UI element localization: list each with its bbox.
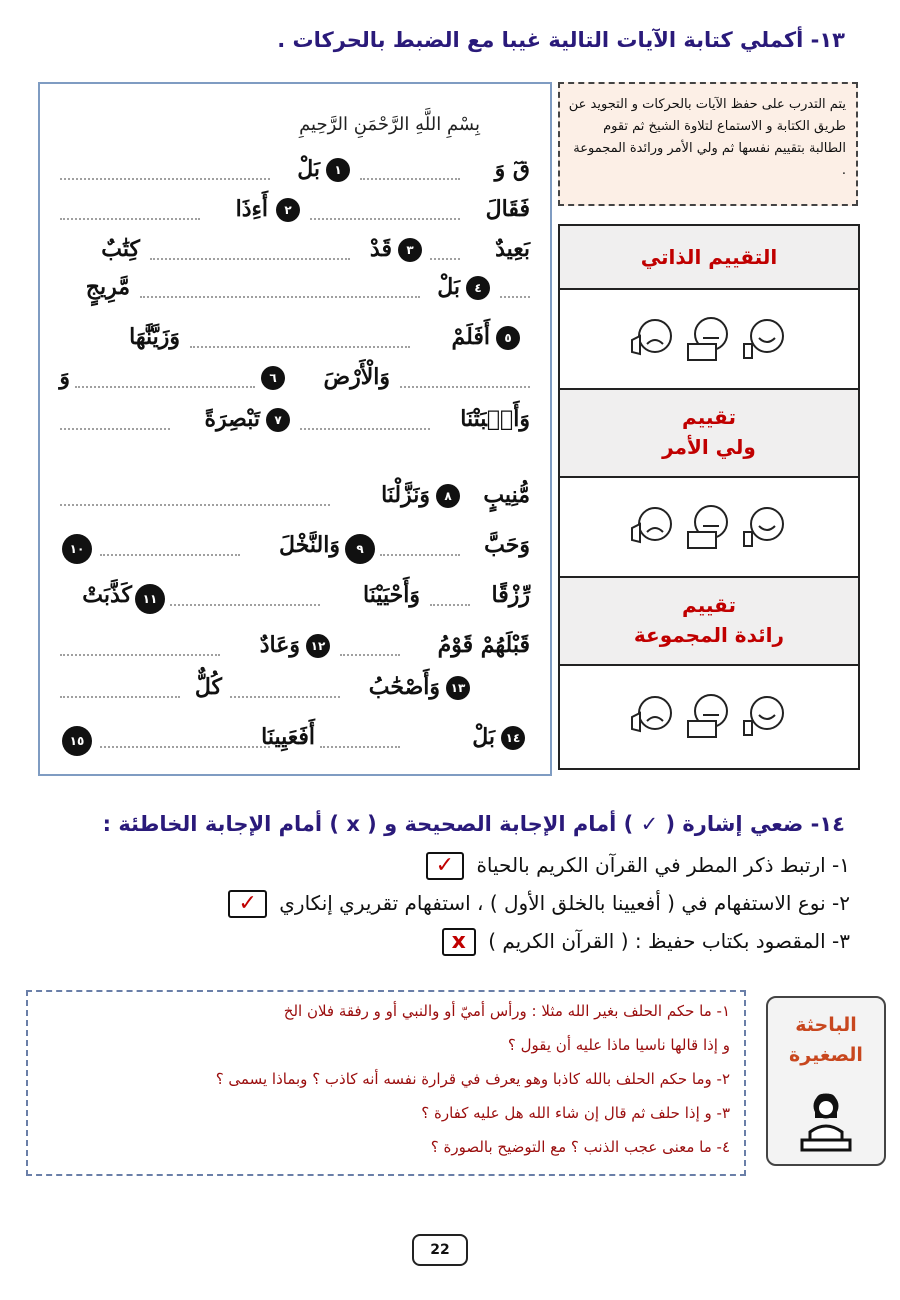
self-evaluation-label: التقييم الذاتي <box>640 245 778 269</box>
page-number: 22 <box>412 1234 468 1266</box>
ayah-word: وَ <box>59 364 70 390</box>
research-question: و إذا قالها ناسيا ماذا عليه أن يقول ؟ <box>507 1036 730 1054</box>
young-researcher-badge <box>766 996 886 1166</box>
blank-line[interactable] <box>380 554 460 556</box>
section-13-title: ١٣- أكملي كتابة الآيات التالية غيبا مع الضبط بالحركات . <box>277 28 845 52</box>
ayah-word: رِّزْقًا <box>491 582 530 608</box>
ayah-number: ٣ <box>398 238 422 262</box>
question-1-answer[interactable]: ✓ <box>426 852 464 880</box>
young-researcher-label-2: الصغيرة <box>789 1044 863 1066</box>
ayah-word: وَالْأَرْضَ <box>323 364 390 390</box>
ayah-word: فَقَالَ <box>485 196 530 222</box>
ayah-word: بَعِيدٌ <box>495 236 530 262</box>
leader-evaluation-label-2: رائدة المجموعة <box>633 623 785 647</box>
ayah-word: أَءِذَا <box>235 196 268 222</box>
ayah-word: أَفَعَيِينَا <box>261 724 315 750</box>
ayah-number: ٥ <box>496 326 520 350</box>
ayah-word: وَأَحْيَيْنَا <box>363 582 420 608</box>
blank-line[interactable] <box>100 554 240 556</box>
ayah-number: ١١ <box>135 584 165 614</box>
ayah-number: ١٤ <box>501 726 525 750</box>
question-2-text: ٢- نوع الاستفهام في ( أفعيينا بالخلق الأول ) ، استفهام تقريري إنكاري <box>279 891 850 915</box>
exercise-frame <box>38 82 552 776</box>
blank-line[interactable] <box>360 178 460 180</box>
ayah-word: وَأَصْحَٰبُ <box>368 674 440 700</box>
sad-face-icon[interactable] <box>628 691 678 741</box>
basmala: بِسْمِ اللَّهِ الرَّحْمَنِ الرَّحِيمِ <box>299 114 480 135</box>
ayah-word: بَلْ <box>437 274 460 300</box>
sad-face-icon[interactable] <box>628 314 678 364</box>
ayah-word: كُلٌّ <box>194 674 222 700</box>
research-questions-box <box>26 990 746 1176</box>
blank-line[interactable] <box>230 696 340 698</box>
self-evaluation-faces <box>560 290 858 390</box>
parent-evaluation-header <box>560 390 858 478</box>
blank-line[interactable] <box>430 258 460 260</box>
ayah-word: وَعَادٌ <box>259 632 300 658</box>
question-1-text: ١- ارتبط ذكر المطر في القرآن الكريم بالحياة <box>476 853 850 877</box>
question-1 <box>40 852 850 880</box>
ayah-number: ١٣ <box>446 676 470 700</box>
exercise-line-9 <box>60 532 530 566</box>
happy-face-icon[interactable] <box>740 314 790 364</box>
parent-evaluation-faces <box>560 478 858 578</box>
blank-line[interactable] <box>60 696 180 698</box>
ayah-number: ٩ <box>345 534 375 564</box>
blank-line[interactable] <box>340 654 400 656</box>
exercise-line-10 <box>60 582 530 616</box>
ayah-word: وَحَبَّ <box>484 532 530 558</box>
ayah-number: ١٠ <box>62 534 92 564</box>
ayah-number: ٤ <box>466 276 490 300</box>
ayah-word: وَأَنۢبَتْنَا <box>460 406 530 432</box>
blank-line[interactable] <box>60 218 200 220</box>
blank-line[interactable] <box>150 258 350 260</box>
ayah-word: قَدْ <box>369 236 392 262</box>
ayah-word: وَالنَّخْلَ <box>279 532 340 558</box>
blank-line[interactable] <box>60 504 330 506</box>
blank-line[interactable] <box>60 178 270 180</box>
neutral-face-icon[interactable] <box>684 314 734 364</box>
blank-line[interactable] <box>60 654 220 656</box>
blank-line[interactable] <box>500 296 530 298</box>
leader-evaluation-faces <box>560 666 858 766</box>
question-3-answer[interactable]: x <box>442 928 476 956</box>
parent-evaluation-label-1: تقييم <box>682 405 736 429</box>
exercise-line-3 <box>60 236 530 270</box>
blank-line[interactable] <box>100 746 270 748</box>
ayah-word: قٓ وَ <box>494 156 530 182</box>
instruction-text: يتم التدرب على حفظ الآيات بالحركات و التجويد عن طريق الكتابة و الاستماع لتلاوة الشيخ ثم تقوم الطالبة بتقييم نفسها ثم ولي الأمر ورائدة المجموعة . <box>568 97 846 178</box>
young-researcher-label <box>768 1010 884 1070</box>
ayah-word: قَبْلَهُمْ قَوْمُ <box>437 632 530 658</box>
young-researcher-label-1: الباحثة <box>795 1014 857 1036</box>
blank-line[interactable] <box>75 386 255 388</box>
ayah-word: كِتَٰبٌ <box>101 236 140 262</box>
ayah-number: ١ <box>326 158 350 182</box>
ayah-number: ٦ <box>261 366 285 390</box>
exercise-line-2 <box>60 196 530 230</box>
happy-face-icon[interactable] <box>740 502 790 552</box>
exercise-line-11 <box>60 632 530 666</box>
neutral-face-icon[interactable] <box>684 691 734 741</box>
ayah-word: بَلْ <box>472 724 495 750</box>
exercise-line-7 <box>60 406 530 440</box>
ayah-number: ٧ <box>266 408 290 432</box>
section-14-title: ١٤- ضعي إشارة ( ✓ ) أمام الإجابة الصحيحة و ( x ) أمام الإجابة الخاطئة : <box>102 812 845 836</box>
research-question: ٢- وما حكم الحلف بالله كاذبا وهو يعرف في قرارة نفسه أنه كاذب ؟ وبماذا يسمى ؟ <box>215 1070 730 1088</box>
ayah-word: كَذَّبَتْ <box>82 582 132 608</box>
happy-face-icon[interactable] <box>740 691 790 741</box>
researcher-girl-icon <box>798 1092 854 1154</box>
exercise-line-4 <box>60 274 530 308</box>
question-2-answer[interactable]: ✓ <box>228 890 266 918</box>
ayah-word: وَزَيَّنَّٰهَا <box>129 324 180 350</box>
ayah-number: ١٢ <box>306 634 330 658</box>
blank-line[interactable] <box>60 428 170 430</box>
research-question: ١- ما حكم الحلف بغير الله مثلا : ورأس أميّ أو والنبي أو و رفقة فلان الخ <box>283 1002 730 1020</box>
exercise-line-8 <box>60 482 530 516</box>
exercise-line-5 <box>60 324 530 358</box>
blank-line[interactable] <box>140 296 420 298</box>
blank-line[interactable] <box>430 604 470 606</box>
self-evaluation-header <box>560 226 858 290</box>
blank-line[interactable] <box>190 346 410 348</box>
leader-evaluation-header <box>560 578 858 666</box>
ayah-word: بَلْ <box>297 156 320 182</box>
exercise-line-13 <box>60 724 530 758</box>
ayah-word: وَنَزَّلْنَا <box>381 482 430 508</box>
ayah-word: مَّرِيجٍ <box>85 274 130 300</box>
question-3 <box>40 928 850 956</box>
blank-line[interactable] <box>170 604 320 606</box>
ayah-word: أَفَلَمْ <box>451 324 490 350</box>
research-question: ٤- ما معنى عجب الذنب ؟ مع التوضيح بالصورة ؟ <box>430 1138 730 1156</box>
question-3-text: ٣- المقصود بكتاب حفيظ : ( القرآن الكريم ) <box>488 929 850 953</box>
parent-evaluation-label-2: ولي الأمر <box>662 435 756 459</box>
neutral-face-icon[interactable] <box>684 502 734 552</box>
ayah-word: مُّنِيبٍ <box>483 482 530 508</box>
instruction-note <box>558 82 858 206</box>
exercise-line-12 <box>60 674 530 708</box>
exercise-line-6 <box>60 364 530 398</box>
question-2 <box>40 890 850 918</box>
blank-line[interactable] <box>300 428 430 430</box>
blank-line[interactable] <box>400 386 530 388</box>
ayah-number: ٨ <box>436 484 460 508</box>
ayah-word: تَبْصِرَةً <box>204 406 260 432</box>
exercise-line-1 <box>60 156 530 190</box>
research-question: ٣- و إذا حلف ثم قال إن شاء الله هل عليه كفارة ؟ <box>421 1104 730 1122</box>
evaluation-table <box>558 224 860 770</box>
blank-line[interactable] <box>320 746 400 748</box>
sad-face-icon[interactable] <box>628 502 678 552</box>
ayah-number: ٢ <box>276 198 300 222</box>
ayah-number: ١٥ <box>62 726 92 756</box>
leader-evaluation-label-1: تقييم <box>682 593 736 617</box>
blank-line[interactable] <box>310 218 460 220</box>
